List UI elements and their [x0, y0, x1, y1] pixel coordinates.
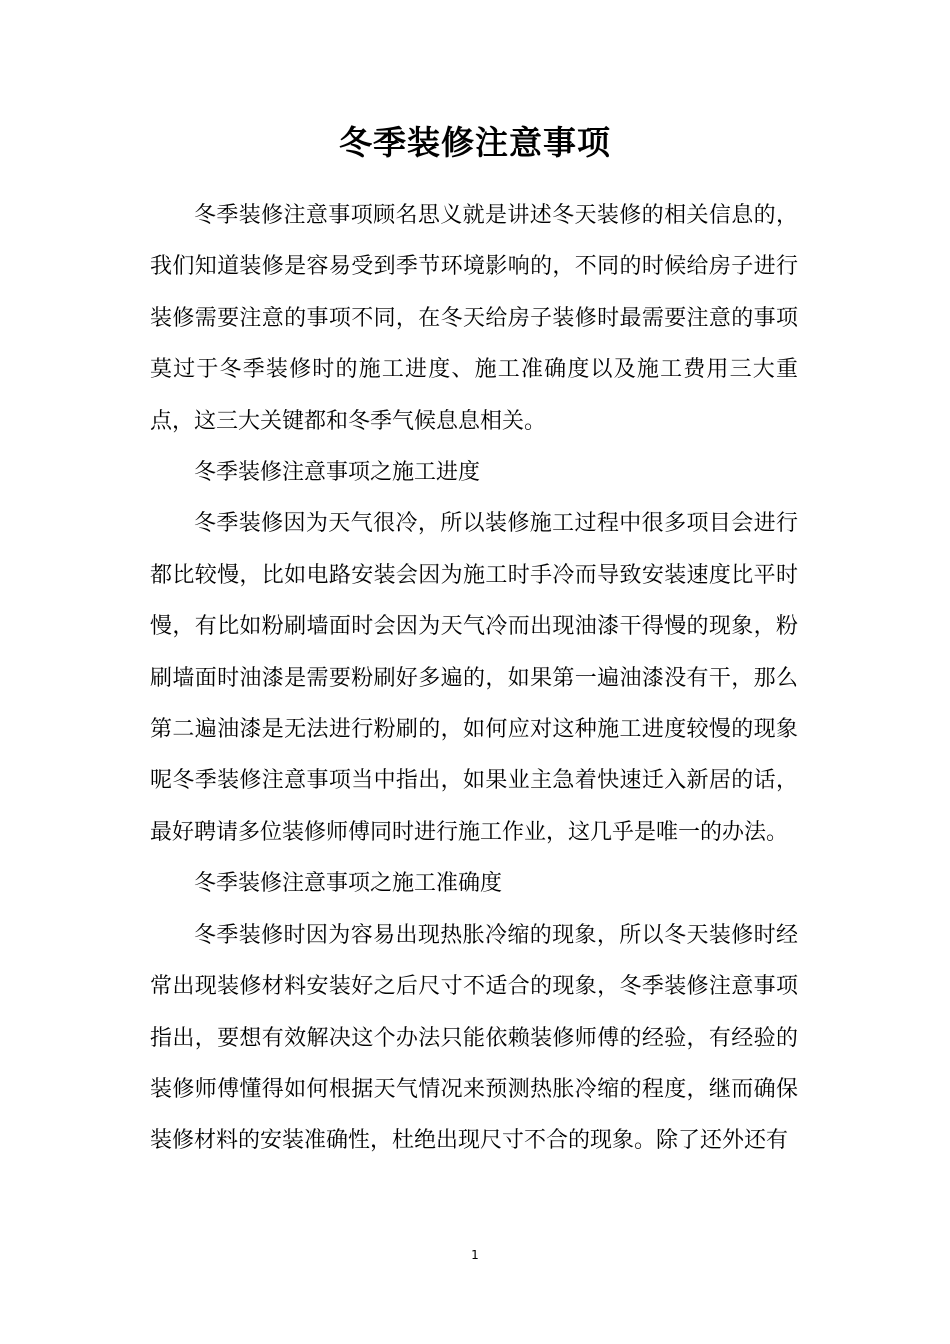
page-title: 冬季装修注意事项 [339, 123, 611, 162]
paragraph-intro: 冬季装修注意事项顾名思义就是讲述冬天装修的相关信息的，我们知道装修是容易受到季节环境影响的，不同的时候给房子进行装修需要注意的事项不同，在冬天给房子装修时最需要注意的事项莫过于冬季装修时的施工进度、施工准确度以及施工费用三大重点，这三大关键都和冬季气候息息相关。 [150, 203, 798, 434]
page-number: 1 [471, 1248, 479, 1262]
paragraph-accuracy: 冬季装修时因为容易出现热胀冷缩的现象，所以冬天装修时经常出现装修材料安装好之后尺寸不适合的现象，冬季装修注意事项指出，要想有效解决这个办法只能依赖装修师傅的经验，有经验的装修师傅懂得如何根据天气情况来预测热胀冷缩的程度，继而确保装修材料的安装准确性，杜绝出现尺寸不合的现象。除了还外还有 [150, 922, 798, 1154]
section-heading-progress: 冬季装修注意事项之施工进度 [194, 460, 481, 486]
document-body [150, 190, 798, 1167]
paragraph-progress: 冬季装修因为天气很冷，所以装修施工过程中很多项目会进行都比较慢，比如电路安装会因为施工时手冷而导致安装速度比平时慢，有比如粉刷墙面时会因为天气冷而出现油漆干得慢的现象，粉刷墙面时油漆是需要粉刷好多遍的，如果第一遍油漆没有干，那么第二遍油漆是无法进行粉刷的，如何应对这种施工进度较慢的现象呢冬季装修注意事项当中指出，如果业主急着快速迁入新居的话，最好聘请多位装修师傅同时进行施工作业，这几乎是唯一的办法。 [150, 511, 798, 845]
section-heading-accuracy: 冬季装修注意事项之施工准确度 [194, 871, 503, 897]
